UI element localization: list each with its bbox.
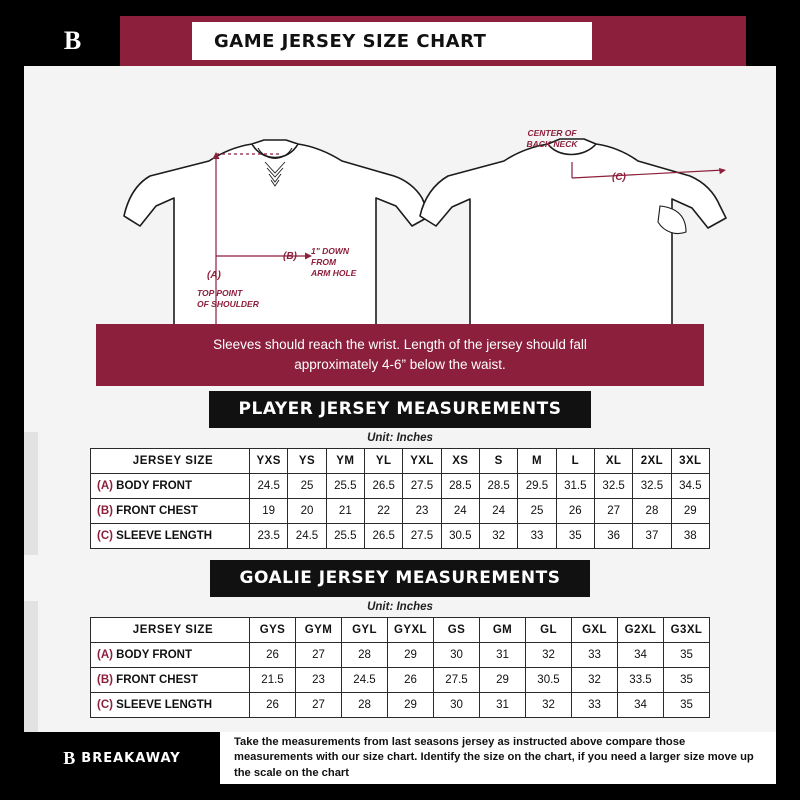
table-cell: 21: [326, 499, 364, 524]
goalie-size-col-gl: GL: [526, 618, 572, 643]
label-b-tag: (B): [283, 251, 297, 262]
fit-note: [96, 324, 704, 386]
goalie-size-col-gyxl: GYXL: [388, 618, 434, 643]
table-cell: 22: [364, 499, 402, 524]
player-table-body: [91, 474, 710, 549]
goalie-table-wrap: [24, 617, 776, 724]
table-cell: 29: [388, 693, 434, 718]
table-cell: 25.5: [326, 474, 364, 499]
goalie-size-col-gm: GM: [480, 618, 526, 643]
player-row-label: [91, 499, 250, 524]
table-cell: 32: [572, 668, 618, 693]
player-header-row: [91, 449, 710, 474]
player-measurements-table: [90, 448, 710, 549]
table-cell: 35: [664, 668, 710, 693]
goalie-header-row: [91, 618, 710, 643]
table-cell: 31.5: [556, 474, 594, 499]
table-cell: 27.5: [434, 668, 480, 693]
table-cell: 31: [480, 643, 526, 668]
label-b-note: 1" DOWN FROM ARM HOLE: [311, 246, 357, 279]
table-cell: 26: [250, 643, 296, 668]
goalie-row-name: SLEEVE LENGTH: [116, 699, 213, 711]
table-cell: 30: [434, 643, 480, 668]
jersey-diagram: [24, 66, 776, 324]
player-size-col-l: L: [556, 449, 594, 474]
player-size-col-m: M: [518, 449, 556, 474]
player-size-col-yxl: YXL: [403, 449, 441, 474]
footer-brand: [24, 732, 220, 784]
player-table-wrap: [24, 448, 776, 555]
jersey-diagram-svg: [24, 66, 776, 324]
table-cell: 28.5: [479, 474, 517, 499]
table-cell: 29: [480, 668, 526, 693]
fit-note-line1: Sleeves should reach the wrist. Length of the jersey should fall: [213, 337, 587, 353]
table-cell: 26.5: [364, 474, 402, 499]
player-size-col-ym: YM: [326, 449, 364, 474]
table-cell: 32: [479, 524, 517, 549]
table-cell: 24.5: [288, 524, 326, 549]
table-cell: 33: [572, 693, 618, 718]
table-cell: 38: [671, 524, 709, 549]
table-cell: 33: [518, 524, 556, 549]
player-row-label: [91, 524, 250, 549]
player-size-col-xl: XL: [594, 449, 632, 474]
label-a-note: TOP POINT OF SHOULDER: [197, 288, 259, 310]
brand-logo: [24, 16, 120, 66]
table-row: [91, 499, 710, 524]
table-cell: 28: [342, 693, 388, 718]
goalie-row-tag: (A): [97, 649, 117, 661]
table-cell: 29.5: [518, 474, 556, 499]
player-row-tag: (A): [97, 480, 117, 492]
table-row: [91, 693, 710, 718]
table-cell: 27: [594, 499, 632, 524]
table-cell: 23.5: [250, 524, 288, 549]
table-cell: 19: [250, 499, 288, 524]
table-cell: 28.5: [441, 474, 479, 499]
header-bar: [24, 16, 776, 66]
player-row-tag: (B): [97, 505, 117, 517]
goalie-row-label: [91, 643, 250, 668]
table-cell: 33: [572, 643, 618, 668]
table-cell: 27.5: [403, 474, 441, 499]
player-row-name: BODY FRONT: [116, 480, 192, 492]
table-cell: 32.5: [633, 474, 671, 499]
table-cell: 27: [296, 693, 342, 718]
table-cell: 28: [633, 499, 671, 524]
table-cell: 30: [434, 693, 480, 718]
table-cell: 21.5: [250, 668, 296, 693]
table-cell: 26: [250, 693, 296, 718]
player-size-header: JERSEY SIZE: [91, 449, 250, 474]
player-size-col-yl: YL: [364, 449, 402, 474]
label-c-tag: (C): [612, 172, 626, 183]
footer-brand-name: BREAKAWAY: [81, 750, 181, 766]
table-cell: 34: [618, 643, 664, 668]
goalie-table-head: [91, 618, 710, 643]
table-cell: 31: [480, 693, 526, 718]
goalie-row-name: FRONT CHEST: [116, 674, 198, 686]
table-cell: 36: [594, 524, 632, 549]
table-row: [91, 474, 710, 499]
table-cell: 25: [288, 474, 326, 499]
goalie-row-tag: (B): [97, 674, 117, 686]
table-cell: 24: [441, 499, 479, 524]
table-cell: 20: [288, 499, 326, 524]
player-size-col-s: S: [479, 449, 517, 474]
player-section-banner: PLAYER JERSEY MEASUREMENTS: [209, 391, 592, 428]
player-unit-label: Unit: Inches: [24, 432, 776, 448]
goalie-row-label: [91, 693, 250, 718]
fit-note-line2: approximately 4-6” below the waist.: [294, 357, 506, 372]
player-size-col-yxs: YXS: [250, 449, 288, 474]
goalie-unit-label: Unit: Inches: [24, 601, 776, 617]
goalie-size-col-gym: GYM: [296, 618, 342, 643]
goalie-row-tag: (C): [97, 699, 117, 711]
goalie-banner-wrap: [24, 555, 776, 601]
table-cell: 37: [633, 524, 671, 549]
table-cell: 30.5: [526, 668, 572, 693]
table-cell: 25: [518, 499, 556, 524]
table-cell: 30.5: [441, 524, 479, 549]
table-cell: 29: [388, 643, 434, 668]
table-row: [91, 668, 710, 693]
table-cell: 32: [526, 643, 572, 668]
table-cell: 35: [664, 693, 710, 718]
player-table-head: [91, 449, 710, 474]
page-title: [192, 22, 592, 60]
table-cell: 34.5: [671, 474, 709, 499]
goalie-size-col-g2xl: G2XL: [618, 618, 664, 643]
table-cell: 25.5: [326, 524, 364, 549]
player-size-col-2xl: 2XL: [633, 449, 671, 474]
page-title-text: GAME JERSEY SIZE CHART: [214, 30, 487, 52]
table-cell: 32.5: [594, 474, 632, 499]
goalie-measurements-table: [90, 617, 710, 718]
table-cell: 26: [556, 499, 594, 524]
player-size-col-xs: XS: [441, 449, 479, 474]
player-row-tag: (C): [97, 530, 117, 542]
table-cell: 27.5: [403, 524, 441, 549]
player-banner-wrap: [24, 386, 776, 432]
table-cell: 23: [296, 668, 342, 693]
header-right-block: [746, 16, 776, 66]
table-cell: 26.5: [364, 524, 402, 549]
goalie-section-banner: GOALIE JERSEY MEASUREMENTS: [210, 560, 591, 597]
goalie-row-label: [91, 668, 250, 693]
goalie-size-header: JERSEY SIZE: [91, 618, 250, 643]
player-row-label: [91, 474, 250, 499]
label-a-tag: (A): [207, 270, 221, 281]
goalie-size-col-gyl: GYL: [342, 618, 388, 643]
player-size-col-ys: YS: [288, 449, 326, 474]
table-cell: 32: [526, 693, 572, 718]
table-cell: 34: [618, 693, 664, 718]
table-cell: 27: [296, 643, 342, 668]
footer-instructions: Take the measurements from last seasons jersey as instructed above compare those measurements with our size chart. Identify the size on the chart, if you need a larger size move up the scale on the chart: [234, 736, 754, 779]
size-chart-sheet: [24, 16, 776, 784]
table-cell: 23: [403, 499, 441, 524]
goalie-table-body: [91, 643, 710, 718]
label-center-back-neck: CENTER OF BACK NECK: [526, 128, 578, 149]
table-cell: 26: [388, 668, 434, 693]
goalie-row-name: BODY FRONT: [116, 649, 192, 661]
table-cell: 33.5: [618, 668, 664, 693]
table-cell: 28: [342, 643, 388, 668]
footer-bar: [24, 732, 776, 784]
table-row: [91, 524, 710, 549]
goalie-size-col-g3xl: G3XL: [664, 618, 710, 643]
goalie-size-col-gs: GS: [434, 618, 480, 643]
footer-brand-mark: B: [63, 748, 76, 768]
table-cell: 35: [664, 643, 710, 668]
fit-note-wrap: [24, 324, 776, 386]
brand-logo-letter: B: [63, 26, 81, 55]
table-cell: 24: [479, 499, 517, 524]
player-row-name: FRONT CHEST: [116, 505, 198, 517]
table-cell: 24.5: [342, 668, 388, 693]
table-cell: 35: [556, 524, 594, 549]
table-row: [91, 643, 710, 668]
goalie-size-col-gys: GYS: [250, 618, 296, 643]
goalie-size-col-gxl: GXL: [572, 618, 618, 643]
player-row-name: SLEEVE LENGTH: [116, 530, 213, 542]
player-size-col-3xl: 3XL: [671, 449, 709, 474]
table-cell: 24.5: [250, 474, 288, 499]
table-cell: 29: [671, 499, 709, 524]
